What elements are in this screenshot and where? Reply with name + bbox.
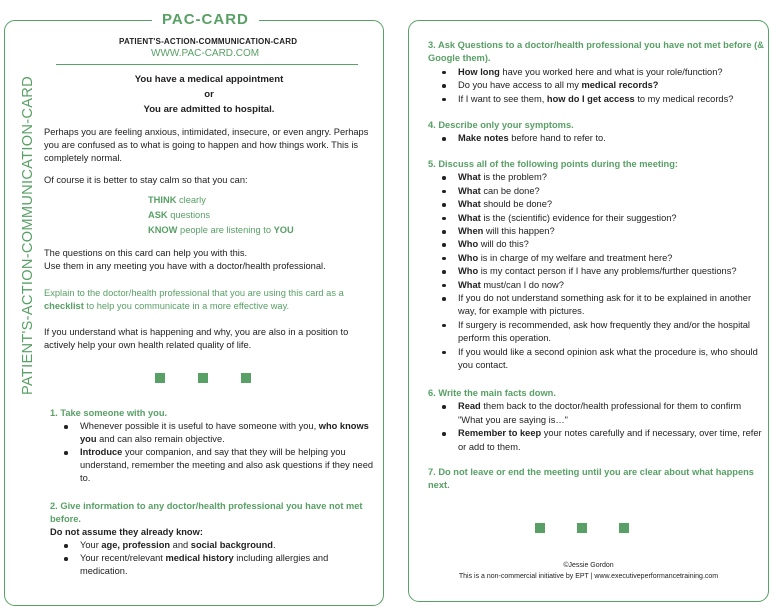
- list-item: What must/can I do now?: [458, 279, 764, 292]
- item-5-list: [428, 171, 764, 372]
- item-6-list: [428, 400, 764, 454]
- list-item: Who is my contact person if I have any problems/further questions?: [458, 265, 764, 278]
- item-7: [428, 466, 764, 493]
- divider-squares: [155, 373, 251, 383]
- brand-subtitle: PATIENT'S-ACTION-COMMUNICATION-CARD: [119, 37, 298, 46]
- item-2-heading: 2. Give information to any doctor/health professional you have not met before.: [50, 501, 363, 524]
- copyright: ©Jessie Gordon: [563, 562, 614, 569]
- list-item: If I want to see them, how do I get access to my medical records?: [458, 93, 764, 106]
- list-item: Your age, profession and social background.: [80, 539, 374, 552]
- list-item: When will this happen?: [458, 225, 764, 238]
- item-6: [428, 387, 764, 454]
- list-item: If surgery is recommended, ask how frequently they and/or the hospital perform this operation.: [458, 319, 764, 346]
- item-3-heading: 3. Ask Questions to a doctor/health professional you have not met before (& Google them).: [428, 40, 764, 64]
- list-item: Read them back to the doctor/health professional for them to confirm "What you are saying is…": [458, 400, 764, 427]
- item-3-list: [428, 66, 764, 106]
- think-ask-know: [148, 193, 368, 238]
- item-1-heading: 1. Take someone with you.: [50, 408, 168, 418]
- vertical-label: PATIENT'S-ACTION-COMMUNICATION-CARD: [20, 76, 36, 395]
- para-4: Explain to the doctor/health professional that you are using this card as a checklist to help you communicate in a more effective way.: [44, 288, 344, 311]
- list-item: If you would like a second opinion ask what the procedure is, who should you contact.: [458, 346, 764, 373]
- think-line: THINK clearly: [148, 195, 206, 205]
- intro-block: [44, 72, 374, 117]
- list-item: What can be done?: [458, 185, 764, 198]
- intro-line-2: or: [204, 89, 214, 100]
- list-item: What is the problem?: [458, 171, 764, 184]
- item-7-heading: 7. Do not leave or end the meeting until you are clear about what happens next.: [428, 467, 754, 491]
- para-1: Perhaps you are feeling anxious, intimidated, insecure, or even angry. Perhaps you are confused as to what is going to happen and how things work. This is completely normal.: [44, 127, 369, 163]
- brand-title: PAC-CARD: [152, 11, 259, 28]
- square: [241, 373, 251, 383]
- para-3-line-2: Use them in any meeting you have with a doctor/health professional.: [44, 261, 326, 271]
- list-item: Make notes before hand to refer to.: [458, 132, 764, 145]
- paragraph-checklist: [44, 287, 374, 313]
- para-5: If you understand what is happening and why, you are also in a position to actively help your own health related quality of life.: [44, 327, 349, 350]
- item-5: [428, 158, 764, 373]
- list-item: How long have you worked here and what is your role/function?: [458, 66, 764, 79]
- square: [619, 523, 629, 533]
- item-2-lead: Do not assume they already know:: [50, 527, 203, 537]
- list-item: Introduce your companion, and say that they will be helping you understand, remember the meeting and also ask questions if they need to.: [80, 447, 374, 483]
- item-3: [428, 39, 764, 106]
- square: [535, 523, 545, 533]
- square: [198, 373, 208, 383]
- list-item: Your recent/relevant medical history including allergies and medication.: [80, 552, 374, 578]
- square: [577, 523, 587, 533]
- list-item: Who is in charge of my welfare and treatment here?: [458, 252, 764, 265]
- intro-line-1: You have a medical appointment: [134, 74, 284, 85]
- para-3-line-1: The questions on this card can help you with this.: [44, 248, 248, 258]
- item-6-heading: 6. Write the main facts down.: [428, 388, 556, 398]
- list-item: Who will do this?: [458, 238, 764, 251]
- paragraph-stay-calm: [44, 174, 374, 187]
- item-5-heading: 5. Discuss all of the following points during the meeting:: [428, 159, 678, 169]
- item-1: [50, 407, 374, 485]
- square: [155, 373, 165, 383]
- ask-line: ASK questions: [148, 210, 211, 220]
- paragraph-understand: [44, 326, 374, 352]
- item-4-list: [428, 132, 764, 145]
- divider: [56, 64, 358, 65]
- paragraph-feelings: [44, 126, 374, 165]
- list-item: Remember to keep your notes carefully and if necessary, over time, refer or add to them.: [458, 427, 764, 454]
- intro-line-3: You are admitted to hospital.: [143, 104, 275, 115]
- item-4-heading: 4. Describe only your symptoms.: [428, 120, 574, 130]
- know-line: KNOW people are listening to YOU: [148, 225, 294, 235]
- list-item: Do you have access to all my medical records?: [458, 79, 764, 92]
- item-2-list: [50, 539, 374, 578]
- list-item: What should be done?: [458, 198, 764, 211]
- paragraph-questions: [44, 247, 374, 273]
- list-item: What is the (scientific) evidence for their suggestion?: [458, 212, 764, 225]
- website-link[interactable]: WWW.PAC-CARD.COM: [151, 48, 260, 59]
- item-1-list: [50, 420, 374, 485]
- list-item: Whenever possible it is useful to have someone with you, who knows you and can also remain objective.: [80, 420, 374, 446]
- divider-squares-right: [535, 523, 629, 533]
- footer-note: This is a non-commercial initiative by EPT | www.executiveperformancetraining.com: [458, 573, 719, 580]
- list-item: If you do not understand something ask for it to be explained in another way, for example with pictures.: [458, 292, 764, 319]
- item-4: [428, 119, 764, 146]
- item-2: [50, 500, 374, 578]
- para-2: Of course it is better to stay calm so that you can:: [44, 175, 248, 185]
